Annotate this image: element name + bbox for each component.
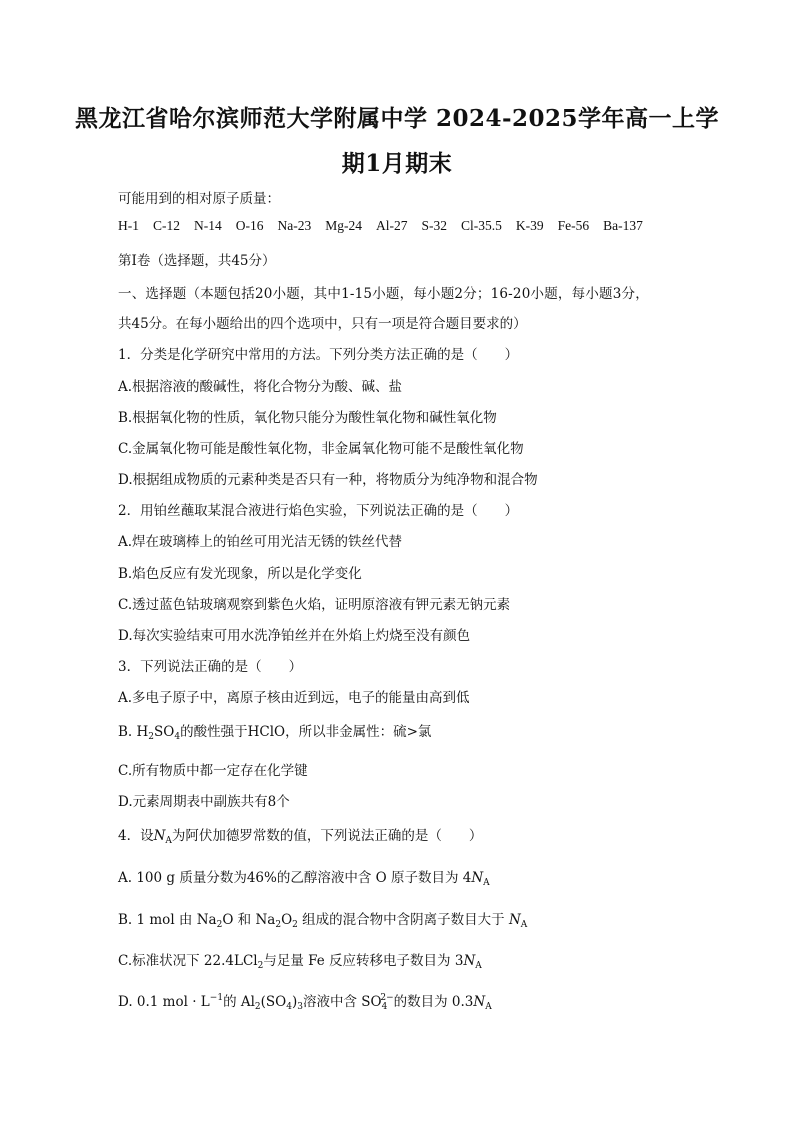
atomic-mass-item: K-39 bbox=[515, 218, 544, 233]
page-title-line2: 期1月期末 bbox=[341, 150, 453, 177]
atomic-mass-item: N-14 bbox=[194, 218, 222, 233]
question-4-option-d: D. 0.1 mol · $L^{-1}$的 $Al_2(SO_4)_3$溶液中含 $SO_4^{2-}$的数目为 $0.3N_A$ bbox=[118, 993, 492, 1012]
question-3-option-b: B. $H_2SO_4$的酸性强于HClO，所以非金属性：硫>氯 bbox=[118, 724, 432, 742]
question-1-option-c: C.金属氧化物可能是酸性氧化物，非金属氧化物可能不是酸性氧化物 bbox=[118, 441, 524, 457]
question-1-option-a: A.根据溶液的酸碱性，将化合物分为酸、碱、盐 bbox=[118, 379, 403, 395]
question-4-option-b: B. 1 mol 由 $Na_2O$ 和 $Na_2O_2$ 组成的混合物中含阴离子数目大于 $N_A$ bbox=[118, 912, 528, 930]
atomic-mass-item: Mg-24 bbox=[325, 218, 362, 233]
atomic-mass-item: Na-23 bbox=[277, 218, 312, 233]
question-1-option-d: D.根据组成物质的元素种类是否只有一种，将物质分为纯净物和混合物 bbox=[118, 472, 538, 488]
atomic-mass-item: Al-27 bbox=[376, 218, 408, 233]
question-3-option-a: A.多电子原子中，离原子核由近到远，电子的能量由高到低 bbox=[118, 690, 470, 706]
question-4-option-c: C.标准状况下 22.4LCl$_2$与足量 Fe 反应转移电子数目为 $3N_A$ bbox=[118, 953, 482, 971]
question-3-option-d: D.元素周期表中副族共有8个 bbox=[118, 794, 290, 810]
question-1-stem: 1．分类是化学研究中常用的方法。下列分类方法正确的是（ ） bbox=[118, 347, 519, 363]
atomic-mass-item: O-16 bbox=[235, 218, 264, 233]
instructions-line2: 共45分。在每小题给出的四个选项中，只有一项是符合题目要求的） bbox=[118, 316, 527, 332]
atomic-mass-item: H-1 bbox=[118, 218, 139, 233]
atomic-mass-header: 可能用到的相对原子质量： bbox=[118, 191, 280, 207]
question-2-option-d: D.每次实验结束可用水洗净铂丝并在外焰上灼烧至没有颜色 bbox=[118, 628, 471, 644]
question-2-option-c: C.透过蓝色钴玻璃观察到紫色火焰，证明原溶液有钾元素无钠元素 bbox=[118, 597, 511, 613]
page-title-line1: 黑龙江省哈尔滨师范大学附属中学 2024-2025学年高一上学 bbox=[74, 105, 720, 132]
question-2-option-a: A.焊在玻璃棒上的铂丝可用光洁无锈的铁丝代替 bbox=[118, 534, 403, 550]
atomic-mass-list bbox=[118, 218, 657, 234]
question-3-stem: 3．下列说法正确的是（ ） bbox=[118, 659, 303, 675]
atomic-mass-item: S-32 bbox=[421, 218, 448, 233]
atomic-mass-item: Cl-35.5 bbox=[461, 218, 502, 233]
question-1-option-b: B.根据氧化物的性质，氧化物只能分为酸性氧化物和碱性氧化物 bbox=[118, 410, 497, 426]
question-2-option-b: B.焰色反应有发光现象，所以是化学变化 bbox=[118, 566, 362, 582]
question-4-stem: 4．设$N_A$为阿伏加德罗常数的值，下列说法正确的是（ ） bbox=[118, 828, 483, 846]
question-2-stem: 2．用铂丝蘸取某混合液进行焰色实验，下列说法正确的是（ ） bbox=[118, 503, 519, 519]
instructions-line1: 一、选择题（本题包括20小题，其中1-15小题，每小题2分；16-20小题，每小题3分， bbox=[118, 286, 649, 302]
question-3-option-c: C.所有物质中都一定存在化学键 bbox=[118, 763, 308, 779]
atomic-mass-item: Ba-137 bbox=[603, 218, 643, 233]
question-4-option-a: A. 100 g 质量分数为46%的乙醇溶液中含 O 原子数目为 $4N_A$ bbox=[118, 870, 490, 888]
section-heading: 第Ⅰ卷（选择题，共45分） bbox=[118, 253, 276, 269]
atomic-mass-item: C-12 bbox=[153, 218, 180, 233]
atomic-mass-item: Fe-56 bbox=[557, 218, 590, 233]
